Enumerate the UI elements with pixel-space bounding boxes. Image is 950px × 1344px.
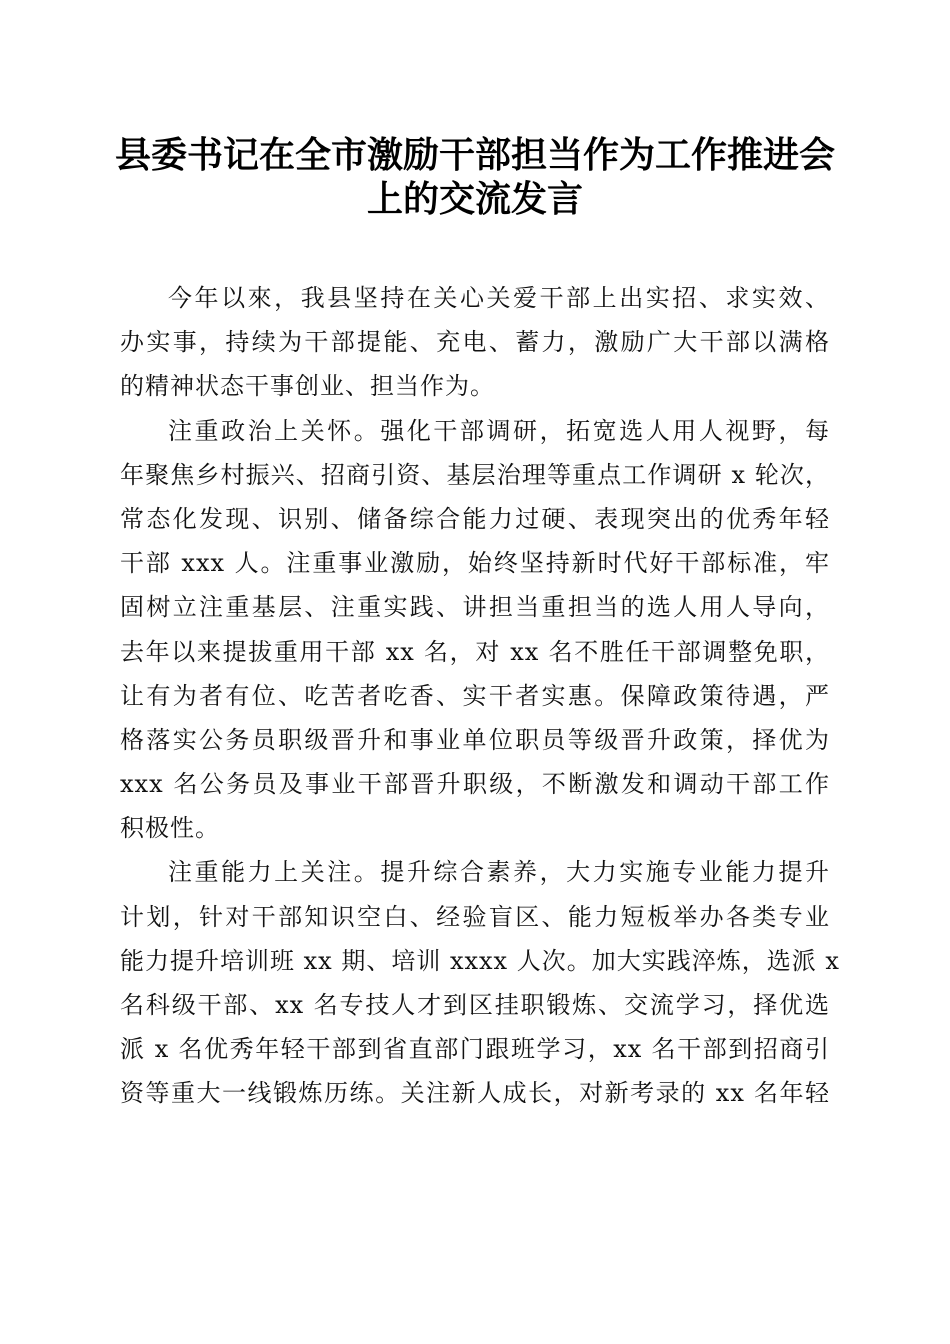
text-line: 年聚焦乡村振兴、招商引资、基层治理等重点工作调研 x 轮次， [120, 460, 830, 489]
text-line: 资等重大一线锻炼历练。关注新人成长，对新考录的 xx 名年轻 [120, 1079, 830, 1108]
text-line: 的精神状态干事创业、担当作为。 [120, 372, 495, 401]
paragraph-intro [120, 276, 830, 409]
text-line: 去年以来提拔重用干部 xx 名，对 xx 名不胜任干部调整免职， [120, 637, 830, 666]
text-line: 今年以來，我县坚持在关心关爱干部上出实招、求实效、 [168, 284, 830, 312]
title-line: 县委书记在全市激励干部担当作为工作推进会 [114, 134, 835, 176]
document-body [120, 276, 840, 1116]
text-line: 能力提升培训班 xx 期、培训 xxxx 人次。加大实践淬炼，选派 x [120, 946, 840, 975]
text-line: 注重政治上关怀。强化干部调研，拓宽选人用人视野，每 [168, 416, 830, 445]
text-line: 让有为者有位、吃苦者吃香、实干者实惠。保障政策待遇，严 [120, 681, 830, 710]
text-line: 注重能力上关注。提升综合素养，大力实施专业能力提升 [168, 858, 830, 887]
text-line: xxx 名公务员及事业干部晋升职级，不断激发和调动干部工作 [120, 770, 830, 799]
text-line: 格落实公务员职级晋升和事业单位职员等级晋升政策，择优为 [120, 725, 830, 754]
text-line: 常态化发现、识别、储备综合能力过硬、表现突出的优秀年轻 [120, 504, 830, 533]
text-line: 固树立注重基层、注重实践、讲担当重担当的选人用人导向， [120, 593, 830, 622]
text-line: 积极性。 [120, 814, 220, 843]
paragraph-ability-focus [120, 850, 840, 1115]
text-line: 计划，针对干部知识空白、经验盲区、能力短板举办各类专业 [120, 902, 830, 931]
text-line: 派 x 名优秀年轻干部到省直部门跟班学习，xx 名干部到招商引 [120, 1035, 830, 1064]
text-line: 干部 xxx 人。注重事业激励，始终坚持新时代好干部标准，牢 [120, 549, 830, 578]
text-line: 办实事，持续为干部提能、充电、蓄力，激励广大干部以满格 [120, 328, 830, 357]
document-title [100, 133, 850, 221]
paragraph-political-care [120, 409, 830, 851]
text-line: 名科级干部、xx 名专技人才到区挂职锻炼、交流学习，择优选 [120, 991, 830, 1019]
title-line: 上的交流发言 [366, 178, 583, 220]
